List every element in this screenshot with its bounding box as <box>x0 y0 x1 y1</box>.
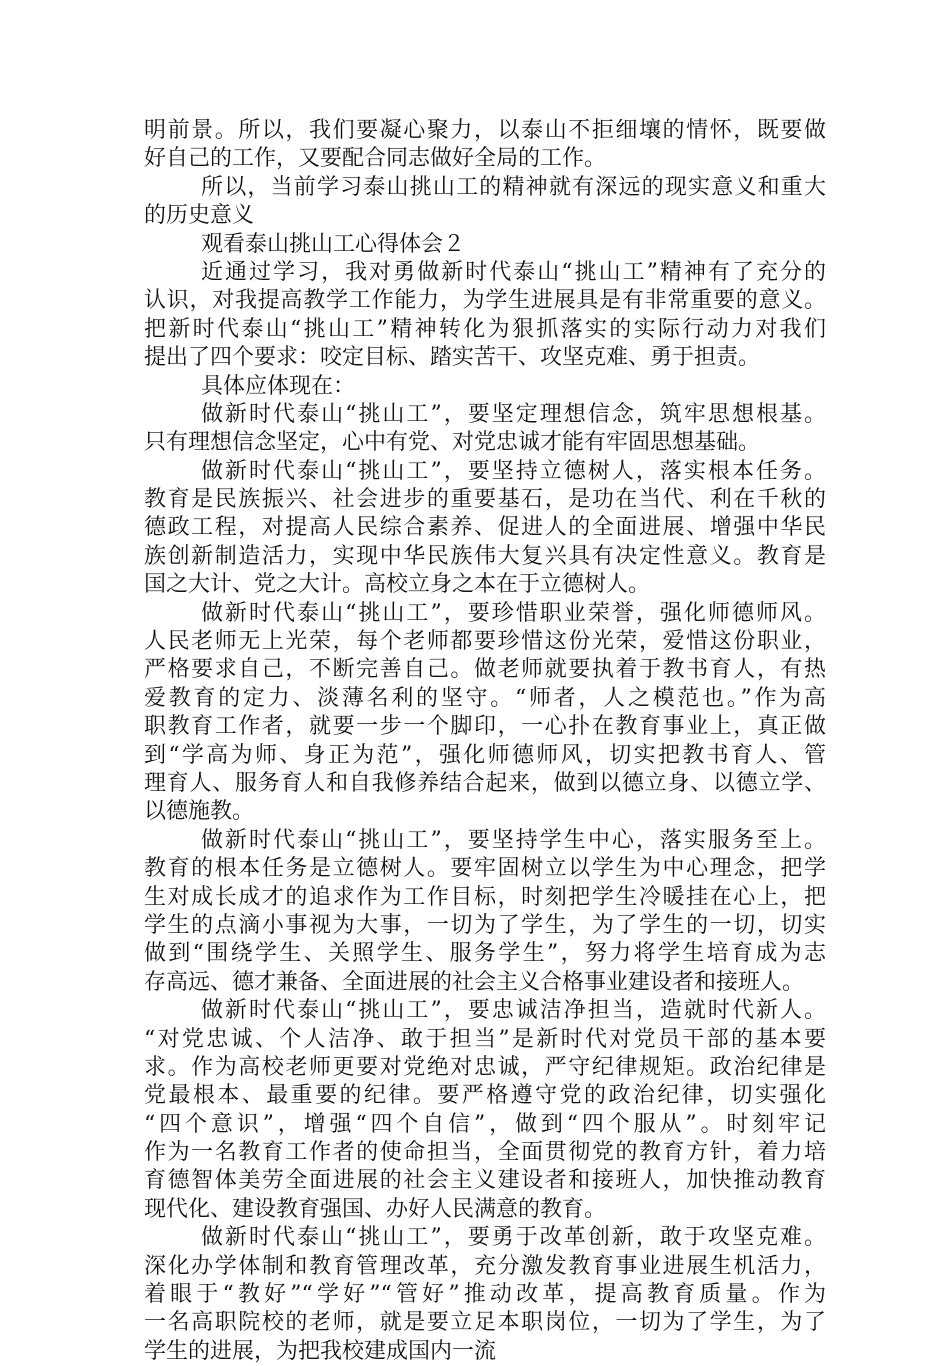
text-line: 德政工程，对提高人民综合素养、促进人的全面进展、增强中华民 <box>144 515 826 541</box>
text-line: 教育的根本任务是立德树人。要牢固树立以学生为中心理念，把学 <box>144 856 826 882</box>
text-line: “四个意识”，增强“四个自信”，做到“四个服从”。时刻牢记 <box>144 1111 826 1137</box>
text-line: 现代化、建设教育强国、办好人民满意的教育。 <box>144 1196 607 1222</box>
text-line: 理育人、服务育人和自我修养结合起来，做到以德立身、以德立学、 <box>144 770 826 796</box>
text-line: 学生的进展，为把我校建成国内一流 <box>144 1338 497 1364</box>
section-heading: 具体应体现在： <box>201 373 356 399</box>
text-line: 族创新制造活力，实现中华民族伟大复兴具有决定性意义。教育是 <box>144 543 826 569</box>
text-line: 求。作为高校老师更要对党绝对忠诚，严守纪律规矩。政治纪律是 <box>144 1054 826 1080</box>
text-line: 人民老师无上光荣，每个老师都要珍惜这份光荣，爱惜这份职业， <box>144 629 826 655</box>
text-line: 教育是民族振兴、社会进步的重要基石，是功在当代、利在千秋的 <box>144 487 826 513</box>
text-line: 到“学高为师、身正为范”，强化师德师风，切实把教书育人、管 <box>144 742 826 768</box>
text-line: 党最根本、最重要的纪律。要严格遵守党的政治纪律，切实强化 <box>144 1083 826 1109</box>
text-line: 做新时代泰山“挑山工”，要忠诚洁净担当，造就时代新人。 <box>201 998 826 1024</box>
text-line: 做到“围绕学生、关照学生、服务学生”，努力将学生培育成为志 <box>144 941 826 967</box>
text-line: 做新时代泰山“挑山工”，要坚持立德树人，落实根本任务。 <box>201 458 826 484</box>
text-line: 明前景。所以，我们要凝心聚力，以泰山不拒细壤的情怀，既要做 <box>144 118 826 143</box>
text-line: 认识，对我提高教学工作能力，为学生进展具是有非常重要的意义。 <box>144 288 826 314</box>
text-line: 做新时代泰山“挑山工”，要坚持学生中心，落实服务至上。 <box>201 827 826 853</box>
text-line: 深化办学体制和教育管理改革，充分激发教育事业进展生机活力， <box>144 1253 826 1279</box>
text-line: 严格要求自己，不断完善自己。做老师就要执着于教书育人，有热 <box>144 657 826 683</box>
text-line: 育德智体美劳全面进展的社会主义建设者和接班人，加快推动教育 <box>144 1168 826 1194</box>
text-line: 作为一名教育工作者的使命担当，全面贯彻党的教育方针，着力培 <box>144 1140 826 1166</box>
text-line: 做新时代泰山“挑山工”，要珍惜职业荣誉，强化师德师风。 <box>201 600 826 626</box>
text-line: “对党忠诚、个人洁净、敢于担当”是新时代对党员干部的基本要 <box>144 1026 826 1052</box>
text-line: 学生的点滴小事视为大事，一切为了学生，为了学生的一切，切实 <box>144 912 826 938</box>
document-page <box>144 117 826 1366</box>
text-line: 做新时代泰山“挑山工”，要勇于改革创新，敢于攻坚克难。 <box>201 1225 826 1251</box>
text-line: 所以，当前学习泰山挑山工的精神就有深远的现实意义和重大 <box>201 174 826 200</box>
text-line: 提出了四个要求：咬定目标、踏实苦干、攻坚克难、勇于担责。 <box>144 345 761 371</box>
text-line: 做新时代泰山“挑山工”，要坚定理想信念，筑牢思想根基。 <box>201 401 826 427</box>
text-line: 存高远、德才兼备、全面进展的社会主义合格事业建设者和接班人。 <box>144 969 805 995</box>
text-line: 爱教育的定力、淡薄名利的坚守。“师者，人之模范也。”作为高 <box>144 685 826 711</box>
text-line: 近通过学习，我对勇做新时代泰山“挑山工”精神有了充分的 <box>201 259 826 285</box>
text-line: 着眼于“教好”“学好”“管好”推动改革，提高教育质量。作为 <box>144 1282 826 1308</box>
text-line: 好自己的工作，又要配合同志做好全局的工作。 <box>144 146 607 172</box>
text-line: 以德施教。 <box>144 799 255 825</box>
text-line: 只有理想信念坚定，心中有党、对党忠诚才能有牢固思想基础。 <box>144 430 761 456</box>
text-line: 把新时代泰山“挑山工”精神转化为狠抓落实的实际行动力对我们 <box>144 316 826 342</box>
section-heading: 观看泰山挑山工心得体会２ <box>201 231 466 257</box>
text-line: 生对成长成才的追求作为工作目标，时刻把学生冷暖挂在心上，把 <box>144 884 826 910</box>
text-line: 国之大计、党之大计。高校立身之本在于立德树人。 <box>144 572 651 598</box>
text-line: 一名高职院校的老师，就是要立足本职岗位，一切为了学生，为了 <box>144 1310 826 1336</box>
text-line: 职教育工作者，就要一步一个脚印，一心扑在教育事业上，真正做 <box>144 714 826 740</box>
text-line: 的历史意义 <box>144 203 255 229</box>
